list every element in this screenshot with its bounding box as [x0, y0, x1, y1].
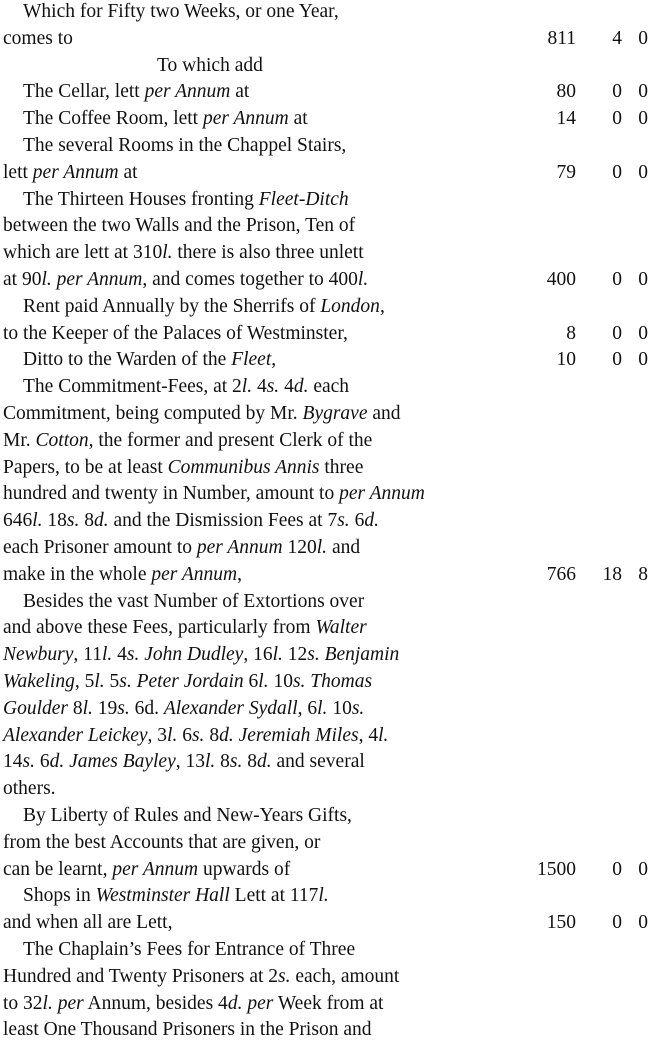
text-line [0, 0, 651, 25]
text-line [0, 937, 651, 963]
text-line [0, 776, 651, 802]
text-run: 646 [3, 510, 33, 532]
text-line [0, 374, 651, 400]
text-line [0, 535, 651, 561]
text-run: 6 [177, 724, 192, 746]
amount-pence: 0 [638, 349, 648, 371]
text-run: The Coffee Room, lett [23, 108, 203, 130]
line-text [3, 401, 401, 427]
text-run: from the best Accounts that are given, or [3, 831, 321, 853]
text-run: To which add [157, 54, 263, 76]
text-run: least One Thousand Prisoners in the Prison and [3, 1019, 372, 1041]
line-text [3, 723, 388, 749]
line-text [23, 133, 346, 159]
italic-run: s. [351, 697, 365, 719]
amount-shillings: 0 [612, 81, 622, 103]
text-run: 4 [279, 376, 294, 398]
text-line [0, 991, 651, 1017]
text-run: comes to [3, 27, 73, 49]
amount-shillings: 0 [612, 161, 622, 183]
italic-run: Newbury [3, 644, 74, 666]
italic-run: s. Thomas [292, 671, 373, 692]
text-run: Mr. [3, 429, 36, 451]
italic-run: s. Benjamin [307, 644, 400, 666]
text-run: at 90 [3, 269, 42, 290]
text-run: upwards of [198, 858, 291, 880]
text-run: Shops in [23, 885, 96, 907]
amount-shillings: 0 [612, 858, 622, 880]
text-run: The Commitment-Fees, at 2 [23, 376, 242, 398]
text-run: there is also three unlett [172, 242, 364, 264]
text-line [0, 642, 651, 668]
line-text [3, 240, 364, 266]
text-run: The Cellar, lett [23, 81, 145, 103]
italic-run: London [320, 295, 380, 317]
italic-run: d. [94, 510, 109, 532]
text-line [0, 240, 651, 266]
text-run: , [271, 349, 277, 371]
italic-run: Alexander Sydall [163, 697, 298, 719]
text-run: each, amount [290, 965, 400, 987]
line-text [3, 910, 172, 936]
text-line [0, 428, 651, 454]
text-line [0, 267, 651, 293]
text-run: each Prisoner amount to [3, 537, 197, 558]
line-text [23, 187, 349, 213]
line-text [3, 26, 73, 52]
text-line [0, 883, 651, 909]
text-run: , 13 [175, 751, 205, 773]
text-run: Commitment, being computed by Mr. [3, 403, 303, 424]
italic-run: l. [241, 376, 253, 398]
text-run: Ditto to the Warden of the [23, 349, 232, 371]
line-text [23, 937, 355, 963]
amount-pounds: 79 [556, 161, 576, 183]
italic-run: Wakeling [3, 671, 75, 692]
text-run: to the Keeper of the Palaces of Westminster, [3, 322, 348, 344]
text-line [0, 749, 651, 775]
italic-run: l. [82, 697, 93, 719]
amount-pence: 0 [638, 161, 648, 183]
italic-run: d. [364, 510, 379, 532]
amount-shillings: 4 [612, 27, 622, 49]
italic-run: l. [317, 697, 328, 719]
text-run: 14 [3, 751, 23, 773]
text-run: , 6 [297, 697, 318, 719]
text-line [0, 803, 651, 829]
italic-run: Fleet [231, 349, 272, 371]
text-run: 120 [282, 537, 317, 558]
text-run: Papers, to be at least [3, 456, 168, 478]
text-run: 5 [104, 671, 120, 692]
text-run: which are lett at 310 [3, 242, 163, 264]
italic-run: l. [167, 724, 178, 746]
italic-run: Goulder [3, 697, 68, 719]
text-run: at [288, 108, 308, 130]
italic-run: per Annum [339, 483, 425, 505]
line-text [3, 481, 425, 507]
italic-run: Bygrave [302, 403, 368, 424]
italic-run: s. [278, 965, 291, 987]
line-text [23, 106, 308, 132]
amount-pounds: 8 [566, 322, 576, 344]
text-run: hundred and twenty in Number, amount to [3, 483, 340, 505]
italic-run: l. [205, 751, 216, 773]
text-run: 6d. [129, 697, 164, 719]
text-line [0, 508, 651, 534]
text-run: , 11 [73, 644, 102, 666]
text-line [0, 589, 651, 615]
text-run: make in the whole [3, 563, 152, 585]
text-run: 8 [242, 751, 258, 773]
text-run: 6 [349, 510, 365, 532]
text-run: 10 [327, 697, 352, 719]
text-line [0, 321, 651, 347]
italic-run: Westminster Hall [95, 885, 230, 907]
text-line [0, 481, 651, 507]
amount-pence: 0 [638, 108, 648, 130]
italic-run: d. [257, 751, 272, 773]
text-run: Hundred and Twenty Prisoners at 2 [3, 965, 279, 987]
line-text [3, 428, 372, 454]
italic-run: d. [293, 376, 309, 398]
text-run: , [237, 563, 243, 585]
text-line [0, 294, 651, 320]
text-run: , 5 [74, 671, 95, 692]
italic-run: s. [117, 697, 130, 719]
italic-run: d. per [227, 992, 274, 1014]
line-text [23, 294, 385, 320]
line-text [3, 160, 138, 186]
text-run: , [379, 295, 385, 317]
text-run: 4 [252, 376, 267, 398]
italic-run: Cotton [35, 429, 89, 451]
line-text [23, 347, 276, 373]
text-run: 8 [79, 510, 95, 532]
text-line [0, 669, 651, 695]
amount-pounds: 766 [546, 563, 576, 585]
text-run: By Liberty of Rules and New-Years Gifts, [23, 805, 352, 826]
text-line [0, 347, 651, 373]
text-run: , 4 [358, 724, 379, 746]
line-text [23, 374, 349, 400]
italic-run: l. [357, 269, 369, 290]
amount-pence: 0 [638, 27, 648, 49]
text-line [0, 213, 651, 239]
italic-run: l. per Annum [41, 269, 143, 290]
text-run: Lett at 117 [229, 885, 319, 907]
text-line [0, 187, 651, 213]
text-run: The Thirteen Houses fronting [23, 188, 259, 210]
amount-pence: 8 [638, 563, 648, 585]
amount-shillings: 0 [612, 349, 622, 371]
line-text [23, 589, 364, 615]
line-text [3, 776, 56, 802]
amount-pounds: 811 [547, 27, 576, 49]
amount-shillings: 18 [602, 563, 622, 585]
text-run: and the Dismission Fees at 7 [108, 510, 338, 532]
amount-pence: 0 [638, 858, 648, 880]
line-text [3, 696, 364, 722]
italic-run: l. [316, 537, 328, 558]
text-run: 12 [282, 644, 308, 666]
italic-run: l. [318, 885, 329, 907]
text-line [0, 910, 651, 936]
text-run: three [319, 456, 364, 478]
italic-run: s. Peter Jordain [119, 671, 244, 692]
text-run: , 16 [243, 644, 273, 666]
text-line [0, 106, 651, 132]
text-run: and [367, 403, 401, 424]
text-run: to 32 [3, 992, 43, 1014]
text-line [0, 401, 651, 427]
line-text [3, 991, 383, 1017]
text-line [0, 79, 651, 105]
line-text [3, 615, 367, 641]
text-line [0, 562, 651, 588]
text-line [0, 53, 651, 79]
line-text [3, 964, 399, 990]
amount-pounds: 400 [546, 269, 576, 290]
text-run: 6 [34, 751, 50, 773]
amount-shillings: 0 [612, 108, 622, 130]
line-text [3, 562, 242, 588]
amount-pence: 0 [638, 81, 648, 103]
amount-shillings: 0 [612, 269, 622, 290]
italic-run: l. [162, 242, 173, 264]
italic-run: s. [266, 376, 280, 398]
italic-run: s. [22, 751, 35, 773]
italic-run: l. [94, 671, 105, 692]
amount-pence: 0 [638, 912, 648, 934]
text-line [0, 964, 651, 990]
text-run: Which for Fifty two Weeks, or one Year, [23, 1, 339, 22]
text-run: Besides the vast Number of Extortions over [23, 590, 365, 612]
text-run: and several [271, 751, 365, 773]
italic-run: per Annum [196, 537, 283, 558]
text-run: and above these Fees, particularly from [3, 617, 316, 639]
italic-run: l. [258, 671, 269, 692]
text-line [0, 133, 651, 159]
text-run: 4 [112, 644, 127, 666]
line-text [3, 267, 368, 293]
text-run: 18 [42, 510, 67, 532]
text-run: between the two Walls and the Prison, Ten of [3, 215, 356, 237]
text-run: at [230, 81, 250, 103]
text-line [0, 723, 651, 749]
text-line [0, 26, 651, 52]
italic-run: s. [191, 724, 205, 746]
line-text [23, 0, 339, 25]
line-text [3, 213, 355, 239]
text-run: 8 [215, 751, 230, 773]
italic-run: l. [272, 644, 283, 666]
italic-run: d. Jeremiah Miles [219, 724, 359, 746]
text-run: 6 [243, 671, 259, 692]
text-line [0, 615, 651, 641]
text-run: 8 [204, 724, 220, 746]
text-run: , and comes together to 400 [142, 269, 358, 290]
line-text [3, 669, 372, 695]
italic-run: l. [32, 510, 43, 532]
line-text [3, 857, 290, 883]
text-run: can be learnt, [3, 858, 113, 880]
text-run: The Chaplain’s Fees for Entrance of Three [23, 939, 356, 960]
italic-run: per Annum [151, 563, 238, 585]
italic-run: l. per [42, 992, 84, 1014]
text-run: Week from at [273, 992, 384, 1014]
italic-run: Communibus Annis [167, 456, 320, 478]
amount-shillings: 0 [612, 912, 622, 934]
text-run: each [308, 376, 350, 398]
amount-pounds: 1500 [537, 858, 576, 880]
text-line [0, 1017, 651, 1043]
text-line [0, 160, 651, 186]
line-text [3, 1017, 371, 1043]
amount-pence: 0 [638, 269, 648, 290]
line-text [157, 53, 263, 79]
line-text [3, 535, 360, 561]
italic-run: s. [66, 510, 80, 532]
line-text [3, 455, 363, 481]
text-run: 8 [68, 697, 83, 719]
italic-run: l. [378, 724, 389, 746]
text-run: 19 [92, 697, 118, 719]
text-run: and [327, 537, 361, 558]
text-run: Annum, besides 4 [83, 992, 228, 1014]
line-text [23, 79, 249, 105]
text-run: at [118, 161, 138, 183]
line-text [3, 508, 379, 534]
italic-run: Alexander Leickey [3, 724, 148, 746]
italic-run: l. [101, 644, 113, 666]
text-run: The several Rooms in the Chappel Stairs, [23, 135, 347, 156]
text-line [0, 830, 651, 856]
italic-run: s. [337, 510, 350, 532]
italic-run: per Annum [144, 81, 231, 103]
italic-run: s. [229, 751, 243, 773]
line-text [3, 321, 348, 347]
italic-run: per Annum [112, 858, 199, 880]
amount-pence: 0 [638, 322, 648, 344]
text-line [0, 857, 651, 883]
italic-run: per Annum [32, 161, 119, 183]
italic-run: s. John Dudley [126, 644, 244, 666]
text-run: , 3 [147, 724, 168, 746]
text-run: Rent paid Annually by the Sherrifs of [23, 295, 321, 317]
italic-run: Walter [315, 617, 367, 639]
text-run: 10 [268, 671, 293, 692]
text-line [0, 455, 651, 481]
line-text [23, 883, 329, 909]
italic-run: Fleet-Ditch [258, 188, 349, 210]
amount-pounds: 80 [556, 81, 576, 103]
amount-pounds: 14 [556, 108, 576, 130]
line-text [3, 642, 399, 668]
text-run: others. [3, 778, 56, 800]
italic-run: per Annum [202, 108, 289, 130]
line-text [23, 803, 352, 829]
italic-run: d. James Bayley [49, 751, 176, 773]
text-run: and when all are Lett, [3, 912, 173, 934]
amount-pounds: 150 [546, 912, 576, 934]
text-line [0, 696, 651, 722]
text-run: lett [3, 161, 33, 183]
amount-pounds: 10 [556, 349, 576, 371]
line-text [3, 749, 365, 775]
line-text [3, 830, 320, 856]
text-run: , the former and present Clerk of the [88, 429, 373, 451]
amount-shillings: 0 [612, 322, 622, 344]
